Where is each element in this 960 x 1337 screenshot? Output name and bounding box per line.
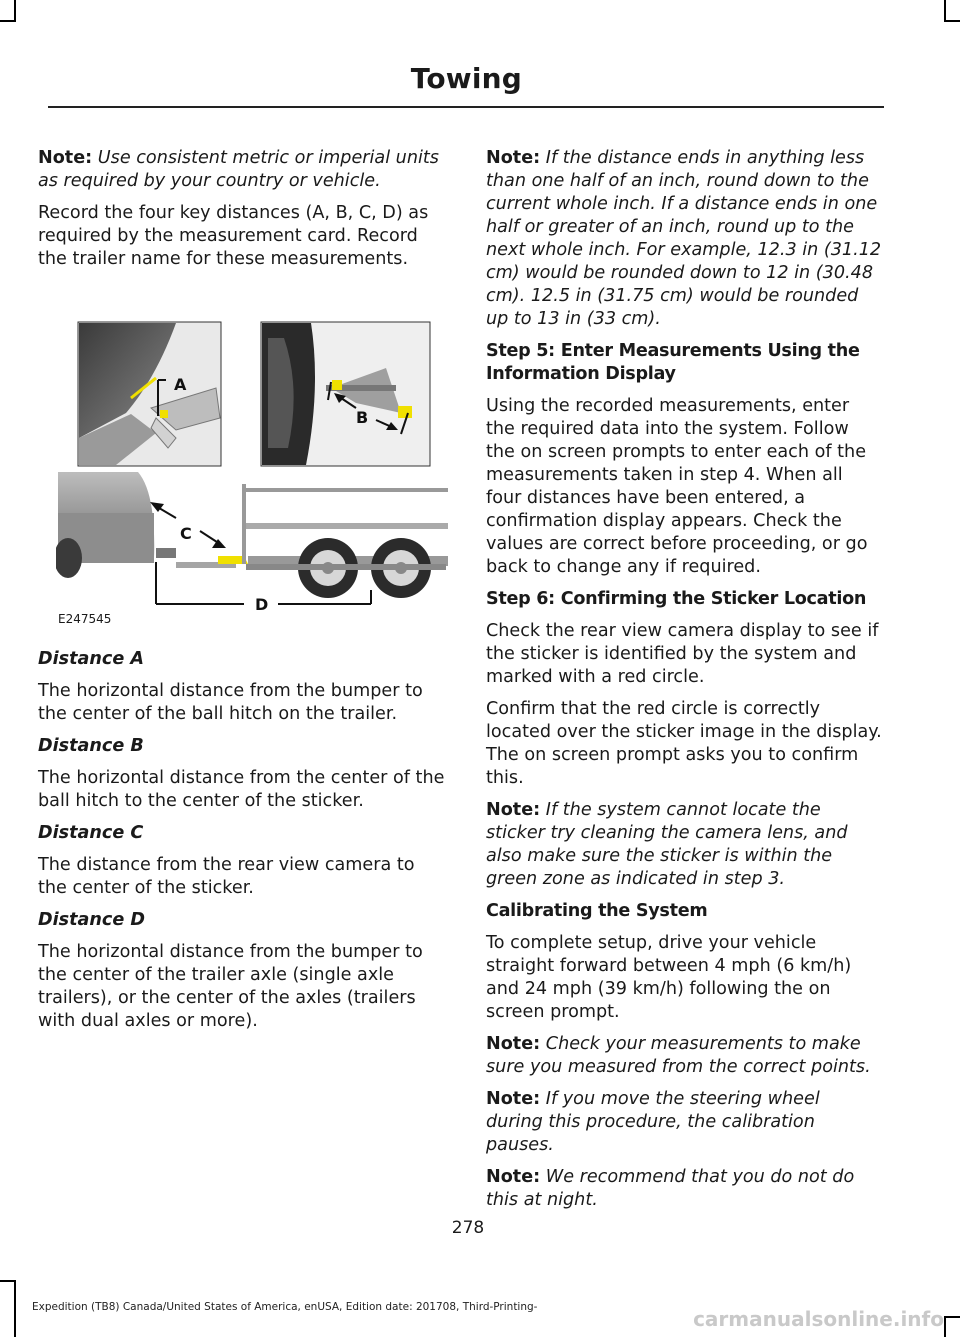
vehicle-trailer-scene [56, 472, 448, 614]
note-label: Note: [486, 148, 541, 168]
step6-text-2: Confirm that the red circle is correctly located over the sticker image in the display. The on screen prompt asks you to confirm this. [486, 699, 882, 788]
note-label: Note: [486, 1034, 541, 1054]
crop-mark [0, 20, 16, 22]
distance-b-text: The horizontal distance from the center of the ball hitch to the center of the sticker. [38, 768, 445, 811]
note-text: If the system cannot locate the sticker try cleaning the camera lens, and also make sure the sticker is within the green zone as indicated in step 3. [486, 800, 848, 889]
page-number: 278 [451, 1218, 485, 1238]
watermark: carmanualsonline.info [693, 1307, 944, 1331]
distance-c-heading: Distance C [38, 823, 144, 843]
note-paragraph [486, 1033, 882, 1079]
note-paragraph [38, 147, 448, 193]
note-label: Note: [486, 1167, 541, 1187]
crop-mark [14, 0, 16, 22]
note-paragraph [486, 1166, 882, 1212]
note-label: Note: [486, 800, 541, 820]
right-column [486, 147, 882, 1221]
step5-heading: Step 5: Enter Measurements Using the Information Display [486, 341, 860, 384]
note-text: Use consistent metric or imperial units as required by your country or vehicle. [38, 148, 439, 191]
crop-mark [14, 1280, 16, 1337]
distance-a-heading: Distance A [38, 649, 145, 669]
distance-d-text: The horizontal distance from the bumper to the center of the trailer axle (single axle trailers), or the center of the axles (trailers with dual axles or more). [38, 942, 423, 1031]
calibrating-heading: Calibrating the System [486, 901, 708, 921]
crop-mark [944, 1316, 946, 1337]
crop-mark [944, 0, 946, 22]
label-c: C [180, 524, 192, 543]
label-d: D [255, 595, 269, 614]
distance-d-heading: Distance D [38, 910, 146, 930]
step6-heading: Step 6: Confirming the Sticker Location [486, 589, 867, 609]
distance-c-text: The distance from the rear view camera to the center of the sticker. [38, 855, 415, 898]
page-title: Towing [410, 62, 522, 95]
note-paragraph [486, 799, 882, 891]
detail-panel-b [261, 322, 430, 466]
footer-edition-info: Expedition (TB8) Canada/United States of America, enUSA, Edition date: 201708, Third-Printing- [32, 1301, 538, 1313]
figure-id: E247545 [58, 612, 112, 626]
note-text: If you move the steering wheel during this procedure, the calibration pauses. [486, 1089, 820, 1155]
body-paragraph: Record the four key distances (A, B, C, D) as required by the measurement card. Record the trailer name for these measurements. [38, 203, 429, 269]
label-b: B [356, 408, 369, 427]
note-paragraph [486, 147, 882, 331]
left-column [38, 147, 448, 280]
step6-text-1: Check the rear view camera display to see if the sticker is identified by the system and marked with a red circle. [486, 621, 879, 687]
crop-mark [944, 1316, 960, 1318]
towing-measurement-figure [56, 318, 452, 630]
header-divider [48, 106, 884, 108]
note-text: Check your measurements to make sure you measured from the correct points. [486, 1034, 871, 1077]
note-label: Note: [38, 148, 93, 168]
note-paragraph [486, 1088, 882, 1157]
note-label: Note: [486, 1089, 541, 1109]
crop-mark [944, 20, 960, 22]
label-a: A [174, 375, 187, 394]
distance-b-heading: Distance B [38, 736, 144, 756]
crop-mark [0, 1280, 16, 1282]
note-text: If the distance ends in anything less than one half of an inch, round down to the current whole inch. If a distance ends in one half or greater of an inch, round up to the next whole inch. For example, 12.3 in (31.12 cm) would be rounded down to 12 in (30.48 cm). 12.5 in (31.75 cm) would be rounded up to 13 in (33 cm). [486, 148, 882, 329]
left-column-distances [38, 648, 448, 1042]
detail-panel-a [78, 322, 221, 466]
note-text: We recommend that you do not do this at night. [486, 1167, 855, 1210]
calibrating-text: To complete setup, drive your vehicle straight forward between 4 mph (6 km/h) and 24 mph (39 km/h) following the on screen prompt. [486, 933, 852, 1022]
step5-text: Using the recorded measurements, enter the required data into the system. Follow the on screen prompts to enter each of the measurements taken in step 4. When all four distances have been entered, a confirmation display appears. Check the values are correct before proceeding, or go back to change any if required. [486, 396, 868, 577]
trailer-distance-illustration [56, 318, 452, 630]
distance-a-text: The horizontal distance from the bumper to the center of the ball hitch on the trailer. [38, 681, 423, 724]
